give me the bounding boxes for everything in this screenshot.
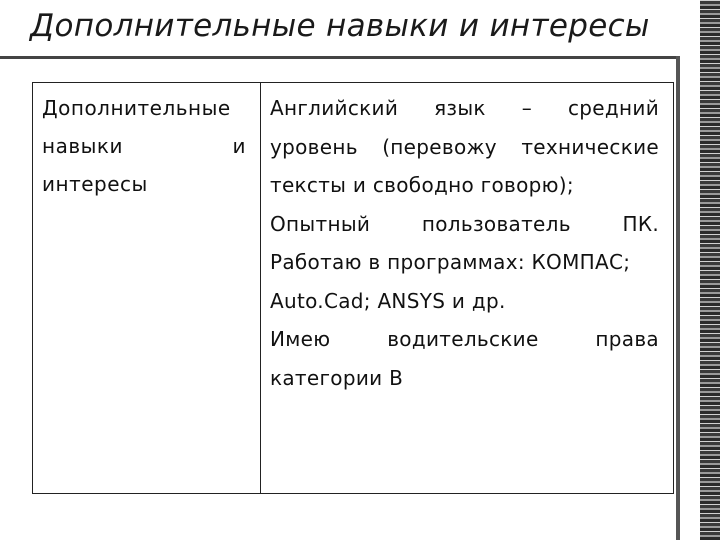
decorative-edge-strip: [700, 0, 720, 540]
label-cell: [33, 83, 261, 494]
slide-title: Дополнительные навыки и интересы: [30, 8, 650, 44]
content-word: Имею: [270, 327, 331, 351]
content-word: язык: [434, 96, 486, 120]
content-word: (перевожу: [382, 134, 497, 159]
content-line-7: [270, 320, 659, 359]
content-word: пользователь: [421, 211, 571, 236]
content-line-8: категории В: [270, 365, 404, 390]
label-word: навыки: [42, 134, 123, 158]
content-line-6: Auto.Cad; ANSYS и др.: [270, 288, 506, 313]
content-line-4: [270, 205, 659, 244]
content-word: Английский: [270, 96, 399, 120]
content-line-3: тексты и свободно говорю);: [270, 173, 574, 197]
content-word: права: [595, 327, 659, 351]
content-word: уровень: [270, 134, 358, 159]
content-line-1: [270, 89, 659, 128]
title-underline: [0, 56, 680, 59]
label-line-1: Дополнительные: [42, 96, 231, 120]
table-row: [33, 83, 674, 494]
content-word: технические: [521, 134, 659, 159]
content-word: средний: [568, 96, 659, 120]
content-cell: [261, 83, 674, 494]
label-line-3: интересы: [42, 172, 148, 196]
content-line-2: [270, 128, 659, 167]
label-line-2: [42, 127, 246, 165]
content-word: –: [521, 96, 533, 120]
content-word: Опытный: [270, 211, 371, 236]
skills-table: [32, 82, 674, 494]
content-word: ПК.: [622, 211, 659, 236]
content-line-5: Работаю в программах: КОМПАС;: [270, 250, 631, 274]
right-border-line: [676, 56, 680, 540]
content-word: водительские: [387, 327, 539, 351]
label-word: и: [232, 134, 246, 158]
